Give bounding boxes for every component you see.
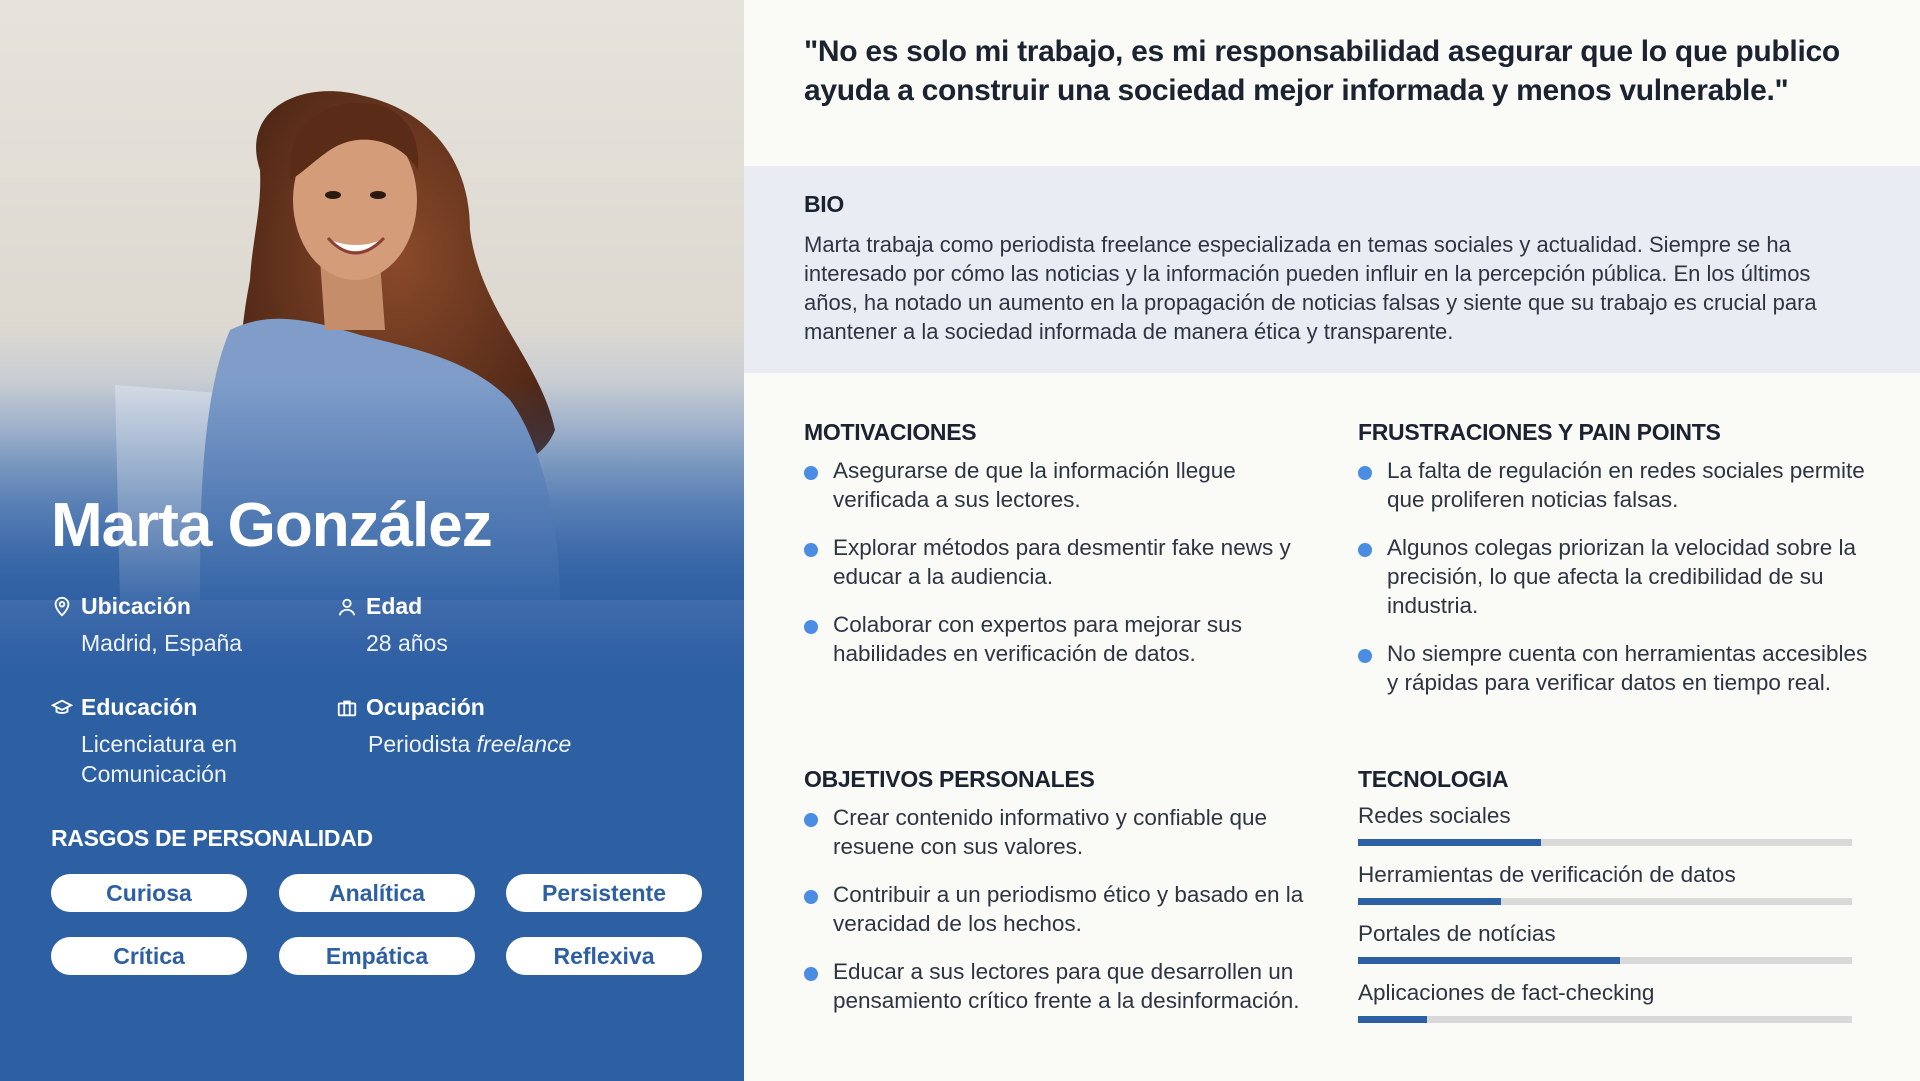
bullet-icon (804, 620, 818, 634)
tech-level-bar (1358, 957, 1620, 964)
bio-title: BIO (804, 191, 844, 217)
frustrations-title: FRUSTRACIONES Y PAIN POINTS (1358, 419, 1721, 445)
persona-panel (0, 0, 744, 1081)
location-pin-icon (51, 596, 73, 618)
briefcase-icon (336, 697, 358, 719)
location-label: Ubicación (81, 593, 191, 619)
motivations-section (804, 419, 1304, 687)
tech-item (1358, 980, 1852, 1023)
list-item: Algunos colegas priorizan la velocidad sobre la precisión, lo que afecta la credibilidad de su industria. (1358, 533, 1868, 620)
list-item: La falta de regulación en redes sociales permite que proliferen noticias falsas. (1358, 456, 1868, 514)
tech-track (1358, 1016, 1852, 1023)
bullet-icon (1358, 649, 1372, 663)
tech-level-bar (1358, 1016, 1427, 1023)
goals-list (804, 803, 1304, 1015)
motivations-list (804, 456, 1304, 668)
list-item: Asegurarse de que la información llegue verificada a sus lectores. (804, 456, 1304, 514)
bullet-icon (1358, 543, 1372, 557)
education-value-line2: Comunicación (81, 761, 227, 787)
occupation-value: Periodista (368, 731, 471, 757)
trait-chip: Curiosa (51, 874, 247, 912)
list-item: Educar a sus lectores para que desarrollen un pensamiento crítico frente a la desinformación. (804, 957, 1304, 1015)
tech-level-bar (1358, 898, 1501, 905)
trait-chip: Empática (279, 937, 475, 975)
list-item: Crear contenido informativo y confiable que resuene con sus valores. (804, 803, 1304, 861)
location-value: Madrid, España (81, 630, 243, 656)
list-item: No siempre cuenta con herramientas accesibles y rápidas para verificar datos en tiempo real. (1358, 639, 1868, 697)
tech-label: Aplicaciones de fact-checking (1358, 980, 1655, 1005)
age-value: 28 años (366, 630, 448, 656)
occupation-label: Ocupación (366, 694, 485, 720)
persona-quote: "No es solo mi trabajo, es mi responsabilidad asegurar que lo que publico ayuda a construir una sociedad mejor informada y menos vulnerable." (804, 35, 1840, 107)
tech-label: Herramientas de verificación de datos (1358, 862, 1736, 887)
tech-label: Redes sociales (1358, 803, 1511, 828)
education-info (51, 694, 237, 789)
traits-title: RASGOS DE PERSONALIDAD (51, 825, 373, 851)
goals-title: OBJETIVOS PERSONALES (804, 766, 1095, 792)
tech-track (1358, 957, 1852, 964)
list-item: Colaborar con expertos para mejorar sus habilidades en verificación de datos. (804, 610, 1304, 668)
tech-label: Portales de notícias (1358, 921, 1556, 946)
trait-chip: Crítica (51, 937, 247, 975)
location-info (51, 593, 242, 658)
age-label: Edad (366, 593, 423, 619)
tech-track (1358, 839, 1852, 846)
bio-text: Marta trabaja como periodista freelance especializada en temas sociales y actualidad. Siempre se ha interesado por cómo las noticias y la información pueden influir en la percepción pública. En los últimos años, ha notado un aumento en la propagación de noticias falsas y siente que su trabajo es crucial para mantener a la sociedad informada de manera ética y transparente. (804, 232, 1817, 344)
graduation-cap-icon (51, 697, 73, 719)
education-label: Educación (81, 694, 198, 720)
motivations-title: MOTIVACIONES (804, 419, 977, 445)
frustrations-list (1358, 456, 1868, 697)
occupation-info (336, 694, 571, 759)
goals-section (804, 766, 1304, 1034)
trait-chip: Persistente (506, 874, 702, 912)
age-info (336, 593, 448, 658)
trait-chip: Analítica (279, 874, 475, 912)
education-value-line1: Licenciatura en (81, 731, 237, 757)
trait-chip: Reflexiva (506, 937, 702, 975)
tech-item (1358, 921, 1852, 964)
occupation-value-italic: freelance (476, 731, 572, 757)
bullet-icon (804, 967, 818, 981)
bullet-icon (804, 813, 818, 827)
bullet-icon (1358, 466, 1372, 480)
bullet-icon (804, 543, 818, 557)
user-icon (336, 596, 358, 618)
tech-item (1358, 862, 1852, 905)
list-item: Contribuir a un periodismo ético y basado en la veracidad de los hechos. (804, 880, 1304, 938)
tech-track (1358, 898, 1852, 905)
tech-level-bar (1358, 839, 1541, 846)
technology-title: TECNOLOGIA (1358, 766, 1509, 792)
tech-item (1358, 803, 1852, 846)
frustrations-section (1358, 419, 1868, 716)
persona-name: Marta González (51, 491, 492, 560)
list-item: Explorar métodos para desmentir fake news y educar a la audiencia. (804, 533, 1304, 591)
bullet-icon (804, 890, 818, 904)
bullet-icon (804, 466, 818, 480)
